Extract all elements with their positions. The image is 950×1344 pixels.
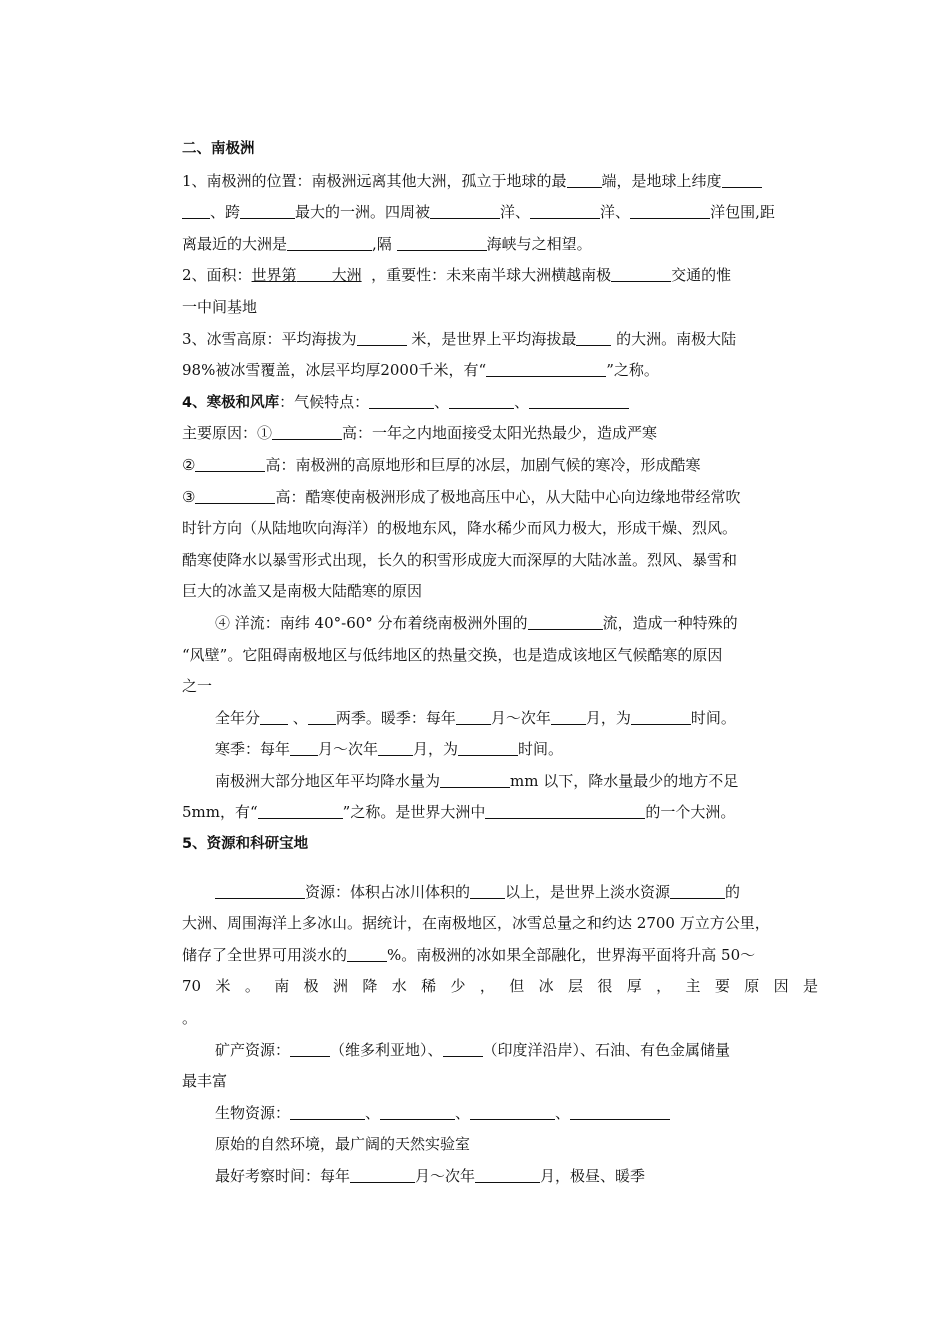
blank[interactable] bbox=[260, 706, 288, 725]
blank[interactable] bbox=[567, 169, 602, 188]
cause-pressure-2: 时针方向（从陆地吹向海洋）的极地东风，降水稀少而风力极大，形成干燥、烈风。 bbox=[182, 519, 738, 538]
blank[interactable] bbox=[576, 327, 611, 346]
cause-current: ④ 洋流：南纬 40°-60° 分布着绕南极洲外围的 流，造成一种特殊的 bbox=[182, 608, 818, 640]
blank[interactable] bbox=[485, 800, 645, 819]
blank[interactable] bbox=[570, 1101, 670, 1120]
mineral-resources: 矿产资源： （维多利亚地）、 （印度洋沿岸）、石油、有色金属储量 bbox=[182, 1035, 818, 1067]
blank[interactable] bbox=[290, 1038, 330, 1057]
precipitation: 南极洲大部分地区年平均降水量为 mm 以下，降水量最少的地方不足 bbox=[182, 766, 818, 798]
blank[interactable] bbox=[530, 200, 600, 219]
water-resources-5: 。 bbox=[182, 1009, 198, 1028]
seasons-cold: 寒季：每年 月～次年 月，为 时间。 bbox=[182, 734, 818, 766]
blank[interactable] bbox=[470, 1101, 555, 1120]
paragraph-plateau-2: 98%被冰雪覆盖，冰层平均厚2000千米，有“ ”之称。 bbox=[182, 355, 818, 387]
blank[interactable] bbox=[272, 421, 342, 440]
natural-laboratory: 原始的自然环境，最广阔的天然实验室 bbox=[215, 1135, 471, 1154]
blank[interactable] bbox=[297, 263, 332, 282]
blank[interactable] bbox=[357, 327, 407, 346]
water-resources: 资源：体积占冰川体积的 以上，是世界上淡水资源 的 bbox=[182, 877, 818, 909]
blank[interactable] bbox=[486, 358, 606, 377]
blank[interactable] bbox=[443, 1038, 483, 1057]
seasons-warm: 全年分 、 两季。暖季：每年 月～次年 月，为 时间。 bbox=[182, 703, 818, 735]
paragraph-plateau: 3、冰雪高原：平均海拔为 米，是世界上平均海拔最 的大洲。南极大陆 bbox=[182, 324, 818, 356]
water-resources-2: 大洲、周围海洋上多冰山。据统计，在南极地区，冰雪总量之和约达 2700 万立方公里， bbox=[182, 914, 770, 933]
blank[interactable] bbox=[290, 1101, 365, 1120]
blank[interactable] bbox=[397, 232, 487, 251]
blank[interactable] bbox=[611, 263, 671, 282]
blank[interactable] bbox=[347, 943, 387, 962]
cause-pressure-4: 巨大的冰盖又是南极大陆酷寒的原因 bbox=[182, 582, 423, 601]
worksheet-content bbox=[182, 134, 818, 1193]
blank[interactable] bbox=[440, 769, 510, 788]
blank[interactable] bbox=[430, 200, 500, 219]
blank[interactable] bbox=[670, 880, 725, 899]
blank[interactable] bbox=[290, 737, 318, 756]
blank[interactable] bbox=[287, 232, 372, 251]
blank[interactable] bbox=[195, 485, 275, 504]
blank[interactable] bbox=[182, 200, 210, 219]
blank[interactable] bbox=[380, 1101, 455, 1120]
water-resources-3: 储存了全世界可用淡水的 %。南极洲的冰如果全部融化，世界海平面将升高 50～ bbox=[182, 940, 818, 972]
paragraph-area-2: 一中间基地 bbox=[182, 297, 258, 316]
blank[interactable] bbox=[378, 737, 413, 756]
blank[interactable] bbox=[529, 390, 629, 409]
blank[interactable] bbox=[458, 737, 518, 756]
blank[interactable] bbox=[551, 706, 586, 725]
section-heading-cold-pole: 4、寒极和风库：气候特点： 、 、 bbox=[182, 387, 818, 419]
cause-altitude: ② 高：南极洲的高原地形和巨厚的冰层，加剧气候的寒冷，形成酷寒 bbox=[182, 450, 818, 482]
cause-pressure: ③ 高：酷寒使南极洲形成了极地高压中心，从大陆中心向边缘地带经常吹 bbox=[182, 482, 818, 514]
blank[interactable] bbox=[722, 169, 762, 188]
blank[interactable] bbox=[240, 200, 295, 219]
water-resources-4: 70 米 。 南 极 洲 降 水 稀 少 ， 但 冰 层 很 厚 ， 主 要 原 因 是 bbox=[182, 977, 818, 996]
paragraph-location-3: 离最近的大洲是 ,隔 海峡与之相望。 bbox=[182, 229, 818, 261]
cause-current-3: 之一 bbox=[182, 677, 213, 696]
section-heading-resources: 5、资源和科研宝地 bbox=[182, 836, 309, 853]
blank[interactable] bbox=[630, 200, 710, 219]
blank[interactable] bbox=[195, 453, 265, 472]
precipitation-2: 5mm，有“ ”之称。是世界大洲中 的一个大洲。 bbox=[182, 797, 818, 829]
cause-latitude: 主要原因：① 高：一年之内地面接受太阳光热最少，造成严寒 bbox=[182, 418, 818, 450]
cause-current-2: “风壁”。它阻碍南极地区与低纬地区的热量交换，也是造成该地区气候酷寒的原因 bbox=[182, 645, 723, 664]
blank[interactable] bbox=[258, 800, 343, 819]
paragraph-location-2: 、跨 最大的一洲。四周被 洋、 洋、 洋包围,距 bbox=[182, 197, 818, 229]
blank[interactable] bbox=[449, 390, 514, 409]
cause-pressure-3: 酷寒使降水以暴雪形式出现，长久的积雪形成庞大而深厚的大陆冰盖。烈风、暴雪和 bbox=[182, 550, 738, 569]
blank[interactable] bbox=[456, 706, 491, 725]
blank[interactable] bbox=[528, 611, 603, 630]
biological-resources: 生物资源： 、 、 、 bbox=[182, 1098, 818, 1130]
section-heading-antarctica: 二、南极洲 bbox=[182, 141, 255, 157]
paragraph-area: 2、面积：世界第 大洲 ，重要性：未来南半球大洲横越南极 交通的惟 bbox=[182, 260, 818, 292]
best-survey-time: 最好考察时间：每年 月～次年 月，极昼、暖季 bbox=[182, 1161, 818, 1193]
blank[interactable] bbox=[350, 1164, 415, 1183]
blank[interactable] bbox=[470, 880, 505, 899]
blank[interactable] bbox=[369, 390, 434, 409]
blank[interactable] bbox=[215, 880, 305, 899]
blank[interactable] bbox=[475, 1164, 540, 1183]
blank[interactable] bbox=[631, 706, 691, 725]
paragraph-location: 1、南极洲的位置：南极洲远离其他大洲，孤立于地球的最 端，是地球上纬度 bbox=[182, 166, 818, 198]
mineral-resources-2: 最丰富 bbox=[182, 1072, 228, 1091]
blank[interactable] bbox=[308, 706, 336, 725]
